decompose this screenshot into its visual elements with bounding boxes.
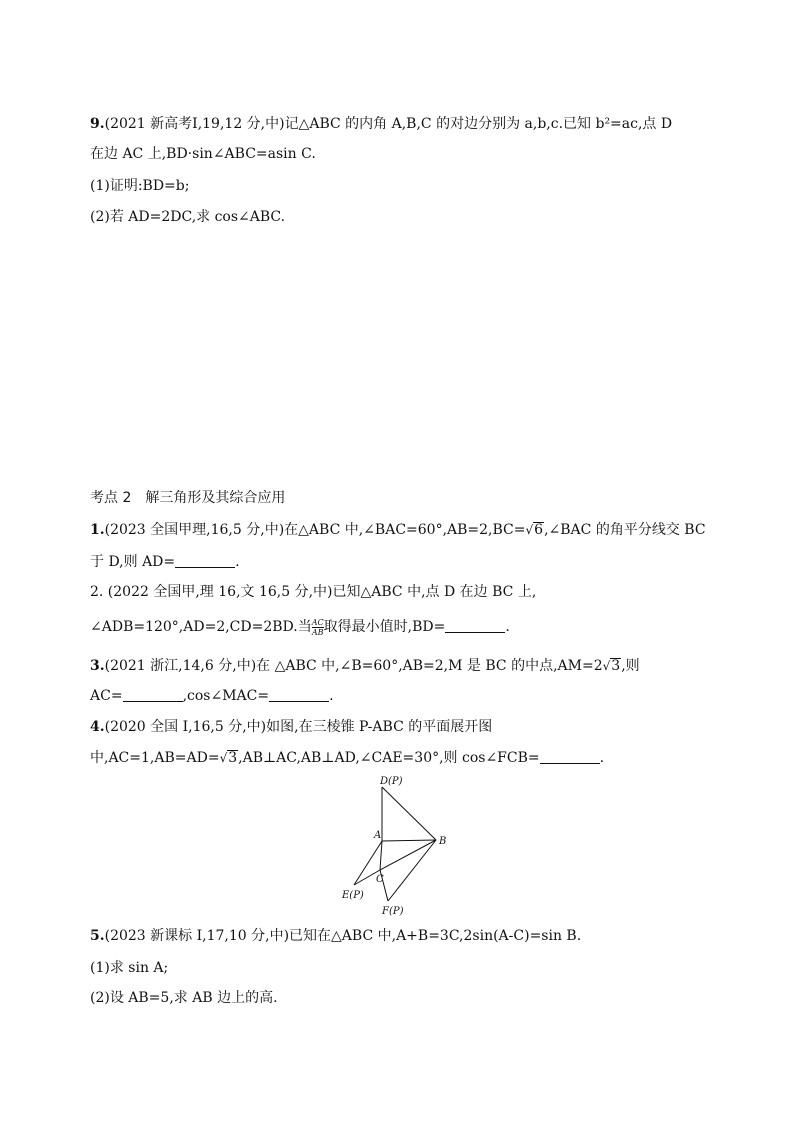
label-A: A [374, 830, 382, 841]
q5-number: 5. [90, 928, 105, 944]
q3-line1: 3.(2021 浙江,14,6 分,中)在 △ABC 中,∠B=60°,AB=2,M 是 BC 的中点,AM=2√3,则 [90, 658, 640, 674]
q2-fraction [312, 618, 324, 637]
q5-part2: (2)设 AB=5,求 AB 边上的高. [90, 990, 278, 1006]
q3-text-cos: ,cos∠MAC= [182, 688, 270, 704]
q1-text-a: (2023 全国甲理,16,5 分,中)在△ABC 中,∠BAC=60°,AB=2,BC= [104, 522, 526, 538]
label-D: D(P) [380, 776, 403, 787]
q1-number: 1. [90, 522, 105, 538]
q3-text-a: (2021 浙江,14,6 分,中)在 △ABC 中,∠B=60°,AB=2,M 是 BC 的中点,AM=2 [104, 658, 603, 674]
q1-answer-blank[interactable] [175, 553, 235, 568]
q1-sqrt: 6 [534, 522, 544, 538]
q4-text-line1: (2020 全国 Ⅰ,16,5 分,中)如图,在三棱锥 P-ABC 的平面展开图 [104, 719, 493, 735]
q3-text-b: ,则 [621, 658, 640, 674]
q5-text-line1: (2023 新课标 Ⅰ,17,10 分,中)已知在△ABC 中,A+B=3C,2sin(A-C)=sin B. [104, 928, 582, 944]
q3-sqrt: 3 [611, 658, 621, 674]
q2-number: 2. [90, 584, 104, 600]
q9-part2: (2)若 AD=2DC,求 cos∠ABC. [90, 209, 286, 225]
q1-line1: 1.(2023 全国甲理,16,5 分,中)在△ABC 中,∠BAC=60°,AB=2,BC=√6,∠BAC 的角平分线交 BC [90, 522, 706, 538]
q9-line2: 在边 AC 上,BD·sin∠ABC=asin C. [90, 146, 316, 162]
q3-line2: AC= ,cos∠MAC= . [90, 688, 334, 704]
q4-text-a: 中,AC=1,AB=AD= [90, 750, 220, 766]
q4-answer-blank[interactable] [540, 749, 600, 764]
label-E: E(P) [342, 890, 364, 901]
q2-text-line1: (2022 全国甲,理 16,文 16,5 分,中)已知△ABC 中,点 D 在边 BC 上, [103, 584, 537, 600]
q3-answer-blank-2[interactable] [269, 687, 329, 702]
edge-C-B [380, 840, 436, 870]
label-F: F(P) [382, 906, 404, 917]
pyramid-net-figure [336, 774, 466, 918]
q1-line2: 于 D,则 AD= . [90, 554, 240, 570]
label-C: C [376, 874, 384, 885]
q3-answer-blank-1[interactable] [123, 687, 183, 702]
q5-part1: (1)求 sin A; [90, 960, 169, 976]
label-B: B [439, 836, 447, 847]
q1-text-b: ,∠BAC 的角平分线交 BC [544, 522, 706, 538]
q1-text-line2: 于 D,则 AD= [90, 554, 176, 570]
q9-part1: (1)证明:BD=b; [90, 178, 190, 194]
q5-line1 [90, 926, 581, 946]
q2-frac-numerator: AC [311, 617, 324, 627]
edge-A-C [380, 841, 382, 870]
q4-line2: 中,AC=1,AB=AD=√3,AB⊥AC,AB⊥AD,∠CAE=30°,则 cos∠FCB= . [90, 750, 605, 766]
edge-D-B [382, 787, 436, 840]
q3-number: 3. [90, 658, 105, 674]
q9-number: 9. [90, 116, 105, 132]
q2-frac-denominator: AB [311, 627, 324, 637]
q2-text-b: 取得最小值时,BD= [323, 619, 446, 635]
q2-line1 [90, 582, 536, 602]
section-title: 考点 2 解三角形及其综合应用 [90, 490, 286, 506]
q4-sqrt: 3 [228, 750, 238, 766]
edge-A-B [382, 840, 436, 841]
q2-text-a: ∠ADB=120°,AD=2,CD=2BD.当 [90, 619, 312, 635]
q2-answer-blank[interactable] [445, 618, 505, 633]
q9-text-line1: (2021 新高考Ⅰ,19,12 分,中)记△ABC 的内角 A,B,C 的对边分别为 a,b,c.已知 b²=ac,点 D [104, 116, 673, 132]
q4-text-b: ,AB⊥AC,AB⊥AD,∠CAE=30°,则 cos∠FCB= [238, 750, 540, 766]
q4-number: 4. [90, 719, 105, 735]
q2-line2: ∠ADB=120°,AD=2,CD=2BD.当 $\frac{AC}{AB}$ 取得最小值时,BD= . [90, 617, 510, 637]
q4-line1 [90, 717, 492, 737]
q9-line1 [90, 114, 672, 134]
edge-F-B [388, 840, 436, 901]
q3-text-ac: AC= [90, 688, 123, 704]
